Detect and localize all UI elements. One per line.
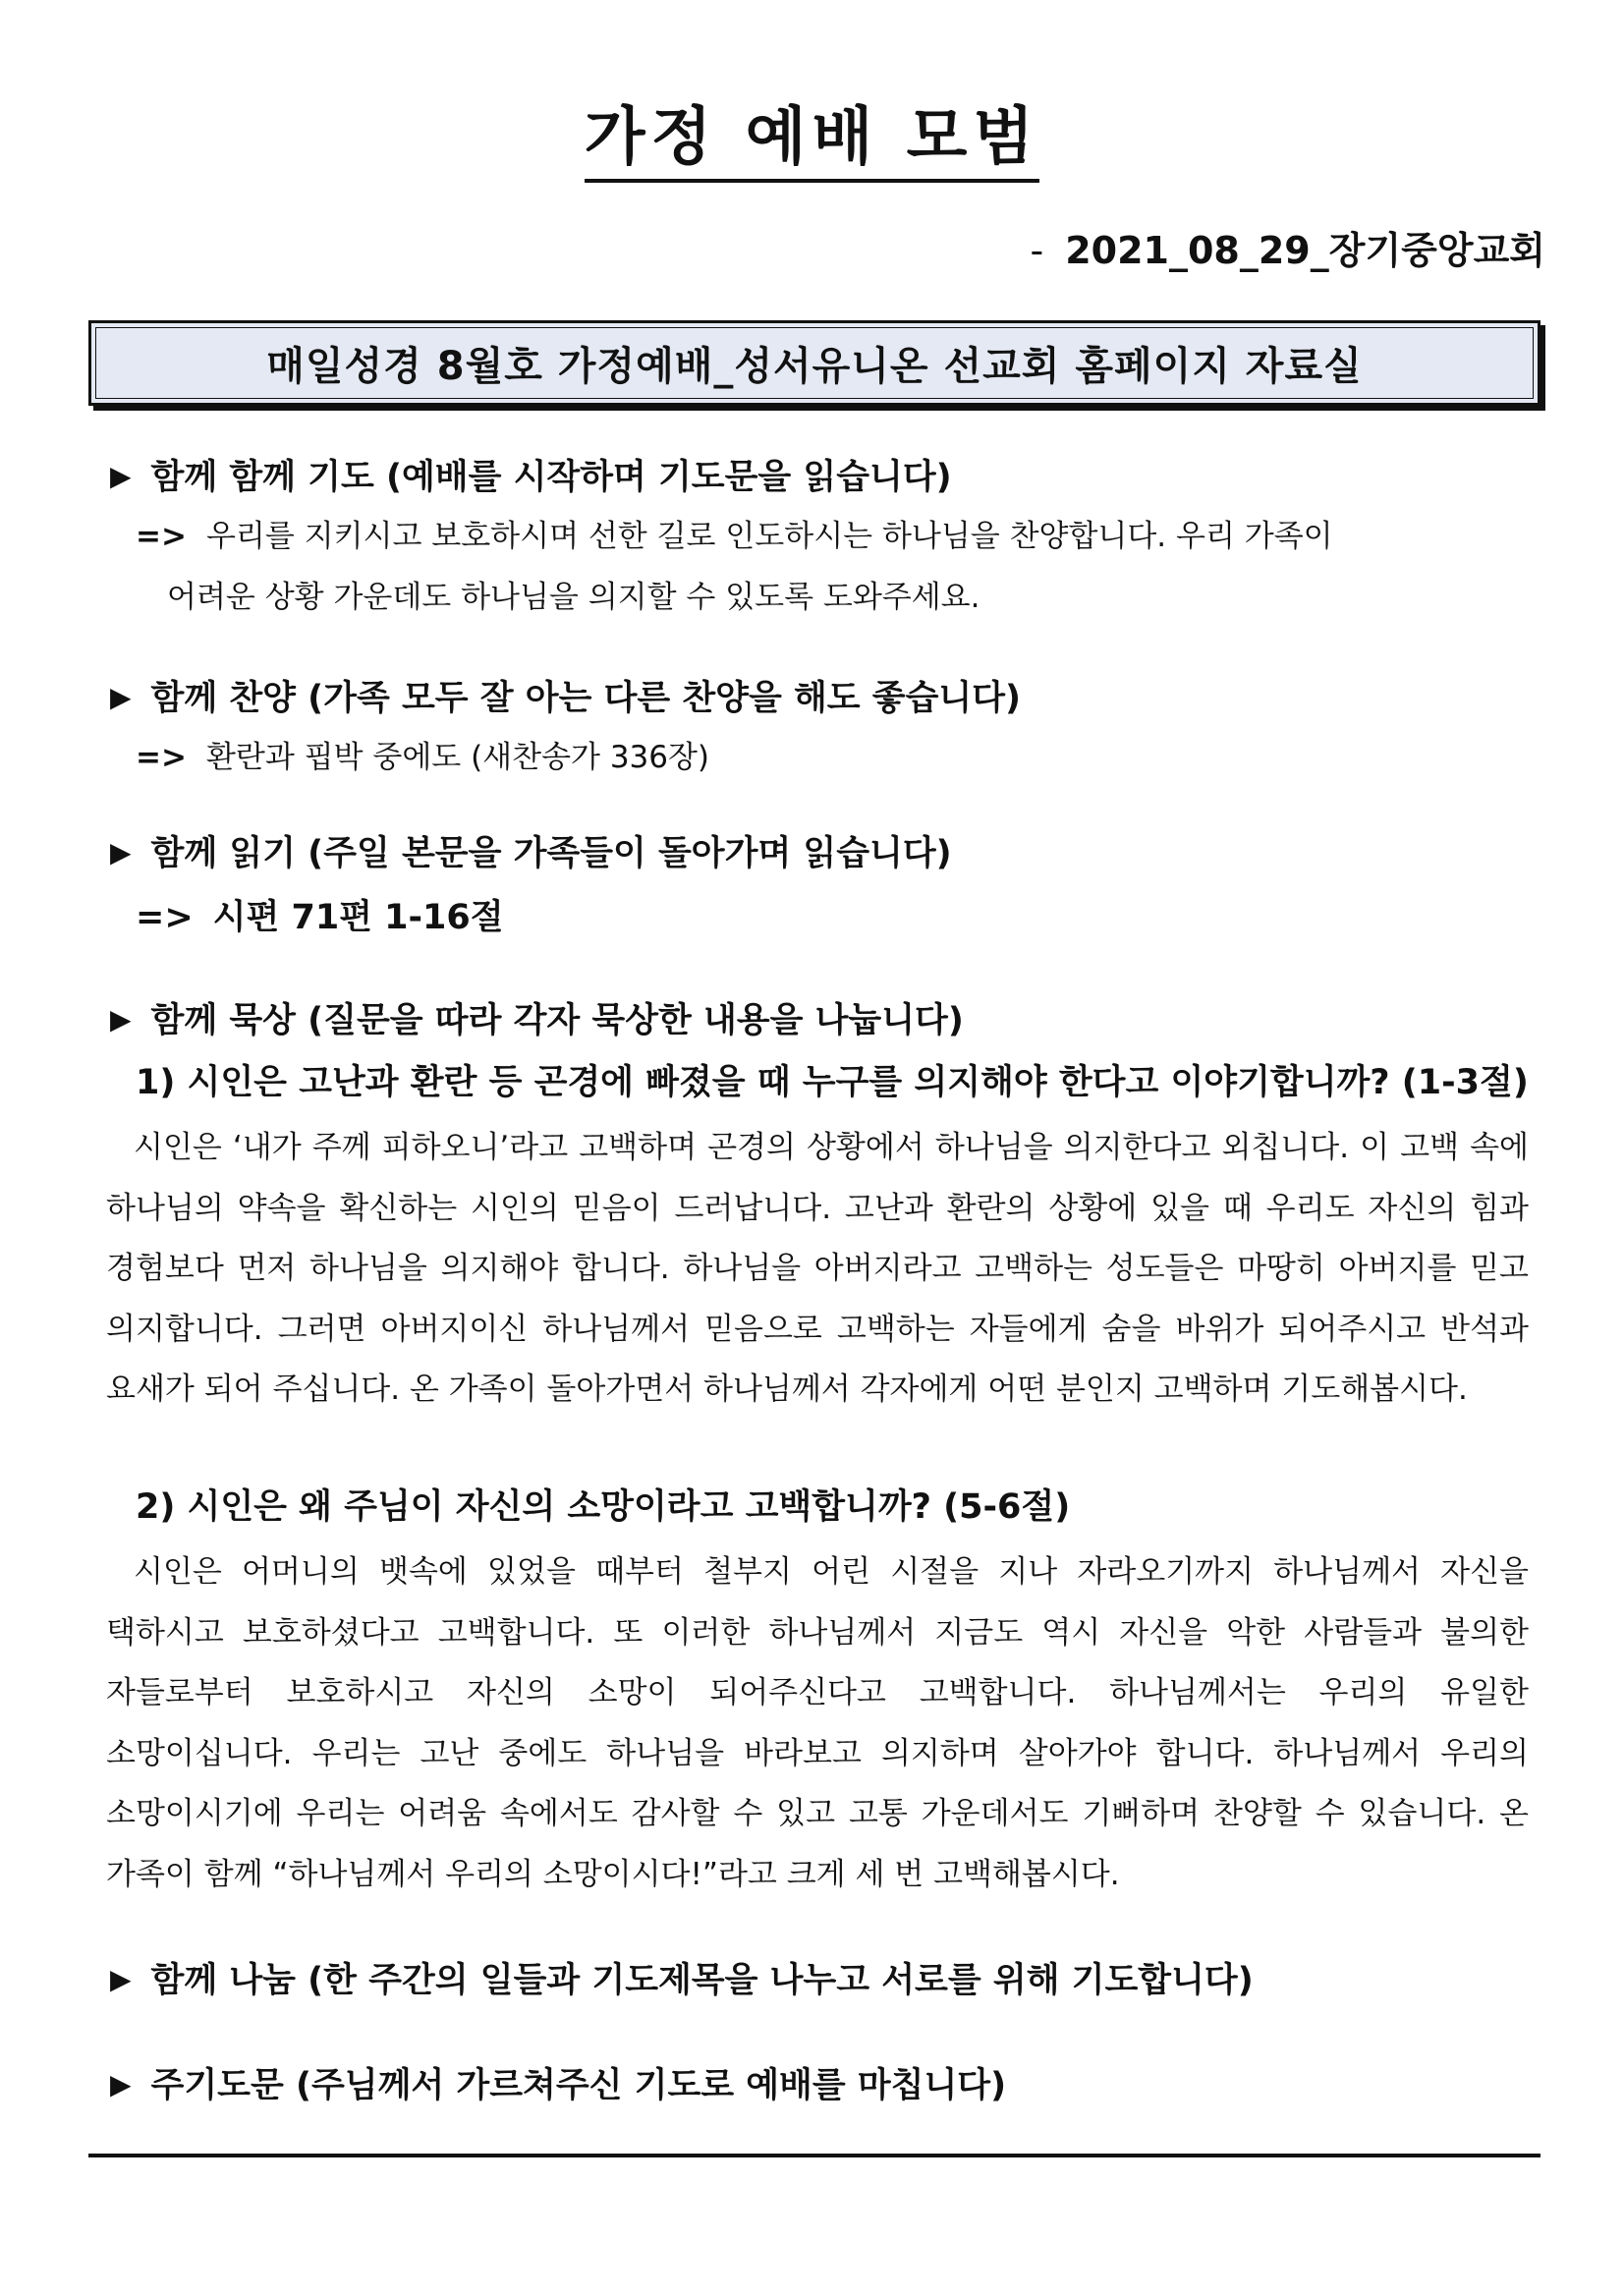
section-heading-text: 주기도문 (주님께서 가르쳐주신 기도로 예배를 마칩니다) [150,2066,1007,2105]
question-2: 2) 시인은 왜 주님이 자신의 소망이라고 고백합니까? (5-6절) [136,1487,1071,1527]
page-title-text: 가정 예배 모범 [585,106,1040,183]
triangle-marker-icon: ▶ [110,836,132,868]
section-heading-text: 함께 함께 기도 (예배를 시작하며 기도문을 읽습니다) [150,458,952,497]
triangle-marker-icon: ▶ [110,1963,132,1995]
dateline-text: 2021_08_29_장기중앙교회 [1065,229,1545,272]
prayer-line-2: 어려운 상황 가운데도 하나님을 의지할 수 있도록 도와주세요. [167,580,980,615]
prayer-line-1 [136,519,1333,555]
section-heading-praise [110,678,1021,719]
section-heading-lords-prayer [110,2065,1006,2106]
triangle-marker-icon: ▶ [110,2068,132,2100]
section-heading-text: 함께 나눔 (한 주간의 일들과 기도제목을 나누고 서로를 위해 기도합니다) [150,1961,1254,2000]
arrow-icon: => [136,740,187,775]
page-title [0,101,1624,183]
reading-text-1: 시편 71편 1-16절 [212,898,504,937]
bottom-divider [88,2154,1540,2157]
source-banner-text: 매일성경 8월호 가정예배_성서유니온 선교회 홈페이지 자료실 [95,327,1534,399]
section-heading-meditation [110,1000,964,1041]
arrow-icon: => [136,898,194,937]
reading-line-1 [136,897,504,938]
dateline-dash: - [1030,229,1044,272]
praise-line-1 [136,740,709,776]
triangle-marker-icon: ▶ [110,1003,132,1036]
praise-text-1: 환란과 핍박 중에도 (새찬송가 336장) [205,740,710,775]
answer-paragraph-2: 시인은 어머니의 뱃속에 있었을 때부터 철부지 어린 시절을 지나 자라오기까지 하나님께서 자신을 택하시고 보호하셨다고 고백합니다. 또 이러한 하나님께서 지금도 역시 자신을 악한 사람들과 불의한 자들로부터 보호하시고 자신의 소망이 되어주신다고 고백합니다. 하나님께서는 우리의 유일한 소망이십니다. 우리는 고난 중에도 하나님을 바라보고 의지하며 살아가야 합니다. 하나님께서 우리의 소망이시기에 우리는 어려움 속에서도 감사할 수 있고 고통 가운데서도 기뻐하며 찬양할 수 있습니다. 온 가족이 함께 “하나님께서 우리의 소망이시다!”라고 크게 세 번 고백해봅시다. [106,1554,1529,1892]
arrow-icon: => [136,519,187,554]
section-heading-prayer [110,457,952,498]
section-heading-text: 함께 읽기 (주일 본문을 가족들이 돌아가며 읽습니다) [150,834,952,873]
triangle-marker-icon: ▶ [110,460,132,492]
section-heading-sharing [110,1960,1254,2001]
source-banner [88,320,1540,406]
section-heading-text: 함께 찬양 (가족 모두 잘 아는 다른 찬양을 해도 좋습니다) [150,679,1022,718]
question-1: 1) 시인은 고난과 환란 등 곤경에 빠졌을 때 누구를 의지해야 한다고 이야기합니까? (1-3절) [136,1063,1529,1102]
date-church-line [1030,229,1546,272]
section-heading-reading [110,833,952,874]
prayer-text-1: 우리를 지키시고 보호하시며 선한 길로 인도하시는 하나님을 찬양합니다. 우리 가족이 [205,519,1333,554]
section-heading-text: 함께 묵상 (질문을 따라 각자 묵상한 내용을 나눕니다) [150,1001,964,1040]
triangle-marker-icon: ▶ [110,681,132,713]
answer-paragraph-1: 시인은 ‘내가 주께 피하오니’라고 고백하며 곤경의 상황에서 하나님을 의지한다고 외칩니다. 이 고백 속에 하나님의 약속을 확신하는 시인의 믿음이 드러납니다. 고난과 환란의 상황에 있을 때 우리도 자신의 힘과 경험보다 먼저 하나님을 의지해야 합니다. 하나님을 아버지라고 고백하는 성도들은 마땅히 아버지를 믿고 의지합니다. 그러면 아버지이신 하나님께서 믿음으로 고백하는 자들에게 숨을 바위가 되어주시고 반석과 요새가 되어 주십니다. 온 가족이 돌아가면서 하나님께서 각자에게 어떤 분인지 고백하며 기도해봅시다. [106,1130,1529,1407]
